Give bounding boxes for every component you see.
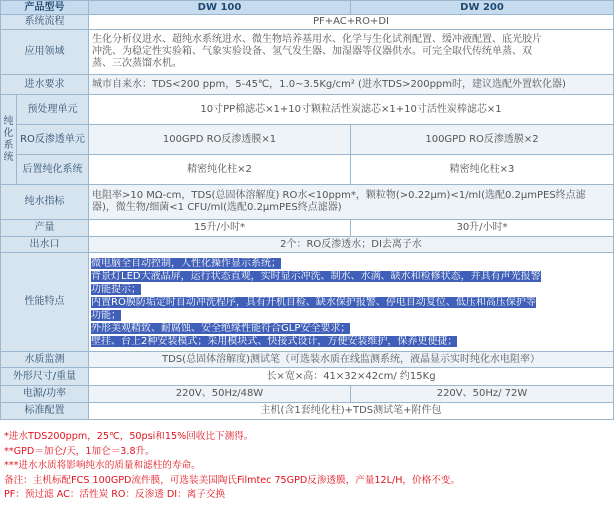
feed-value: 城市自来水：TDS<200 ppm，5-45℃，1.0~3.5Kg/cm² (进水TDS>200ppm时，建议选配外置软化器) — [89, 75, 614, 95]
purify-group-label — [1, 95, 17, 185]
monitor-label: 水质监测 — [1, 352, 89, 368]
power-dw100: 220V、50Hz/48W — [89, 386, 351, 403]
quality-line: 电阻率>10 MΩ-cm，TDS(总固体溶解度) RO水<10ppm*，颗粒物(>0.22μm)<1/ml(选配0.2μmPES终点滤 — [92, 190, 586, 201]
feature-line: 微电脑全自动控制，人性化操作显示系统； — [91, 257, 281, 269]
feature-line: 功能提示； — [91, 283, 141, 295]
output-dw100: 15升/小时* — [89, 220, 351, 237]
standard-value: 主机(含1套纯化柱)+TDS测试笔+附件包 — [89, 403, 614, 420]
post-dw100: 精密纯化柱×2 — [89, 155, 351, 185]
features-row — [1, 253, 614, 352]
monitor-value: TDS(总固体溶解度)测试笔（可选装水质在线监测系统，液晶显示实时纯化水电阻率） — [89, 352, 614, 368]
standard-label: 标准配置 — [1, 403, 89, 420]
application-line: 蒸、三次蒸馏水机。 — [92, 58, 182, 69]
output-row — [1, 220, 614, 237]
footnote: *进水TDS200ppm，25℃，50psi和15%回收比下测得。 — [4, 431, 254, 442]
footnote: 备注：主机标配FCS 100GPD流件膜，可选装美国陶氏Filmtec 75GPD反渗透膜，产量12L/H，价格不变。 — [4, 474, 460, 486]
process-label: 系统流程 — [1, 15, 89, 30]
feed-label: 进水要求 — [1, 75, 89, 95]
size-label: 外形尺寸/重量 — [1, 368, 89, 386]
process-row — [1, 15, 614, 30]
quality-label: 纯水指标 — [1, 185, 89, 220]
feature-line: 外形美观精致、耐腐蚀、安全绝缘性能符合GLP安全要求； — [91, 322, 351, 334]
power-label: 电源/功率 — [1, 386, 89, 403]
outlet-value: 2个：RO反渗透水；DI去离子水 — [89, 237, 614, 253]
outlet-row — [1, 237, 614, 253]
size-value: 长×宽×高：41×32×42cm/ 约15Kg — [89, 368, 614, 386]
outlet-label: 出水口 — [1, 237, 89, 253]
quality-row — [1, 185, 614, 220]
footnotes — [4, 430, 612, 503]
feature-line: 壁挂、台上2种安装模式；采用模块式、快接式设计，方便安装维护，保养更便捷； — [91, 335, 458, 347]
application-value — [89, 30, 614, 75]
model-dw200: DW 200 — [351, 1, 614, 15]
purify-group-text: 纯化系统 — [3, 115, 14, 163]
output-dw200: 30升/小时* — [351, 220, 614, 237]
post-dw200: 精密纯化柱×3 — [351, 155, 614, 185]
application-label: 应用领域 — [1, 30, 89, 75]
features-label: 性能特点 — [1, 253, 89, 352]
ro-dw100: 100GPD RO反渗透膜×1 — [89, 125, 351, 155]
model-dw100: DW 100 — [89, 1, 351, 15]
feature-line: 背景灯LED大液晶屏，运行状态直观，实时显示冲洗、制水、水满、缺水和检修状态，并具有声光报警 — [91, 270, 541, 282]
pretreat-value: 10寸PP棉滤芯×1+10寸颗粒活性炭滤芯×1+10寸活性炭棒滤芯×1 — [89, 95, 614, 125]
ro-label: RO反渗透单元 — [17, 125, 89, 155]
post-label: 后置纯化系统 — [17, 155, 89, 185]
feature-line: 内置RO膜防垢定时自动冲洗程序，具有开机自检、缺水保护报警、停电自动复位、低压和高压保护等 — [91, 296, 536, 308]
footnote: ***进水水质将影响纯水的质量和滤柱的寿命。 — [4, 460, 201, 472]
power-dw200: 220V、50Hz/ 72W — [351, 386, 614, 403]
power-row — [1, 386, 614, 403]
feature-line: 功能； — [91, 309, 121, 321]
standard-row — [1, 403, 614, 420]
quality-value — [89, 185, 614, 220]
header-row — [1, 1, 614, 15]
output-label: 产量 — [1, 220, 89, 237]
ro-dw200: 100GPD RO反渗透膜×2 — [351, 125, 614, 155]
features-value — [89, 253, 614, 352]
pretreat-label: 预处理单元 — [17, 95, 89, 125]
application-line: 生化分析仪进水、超纯水系统进水、微生物培养基用水、化学与生化试剂配置、缓冲液配置、底光胶片 — [92, 34, 542, 45]
monitor-row — [1, 352, 614, 368]
application-row — [1, 30, 614, 75]
model-label: 产品型号 — [1, 1, 89, 15]
post-row — [1, 155, 614, 185]
quality-line: 器)，微生物/细菌<1 CFU/ml(选配0.2μmPES终点滤器) — [92, 202, 342, 213]
process-value: PF+AC+RO+DI — [89, 15, 614, 30]
ro-row — [1, 125, 614, 155]
application-line: 冲洗、为稳定性实验箱、气象实验设备、氢气发生器、加湿器等仪器供水。可完全取代传统单蒸、双 — [92, 46, 532, 57]
pretreat-row — [1, 95, 614, 125]
feed-row — [1, 75, 614, 95]
size-row — [1, 368, 614, 386]
footnote: PF：预过滤 AC：活性炭 RO：反渗透 DI：离子交换 — [4, 489, 226, 501]
footnote: **GPD＝加仑/天，1加仑＝3.8升。 — [4, 445, 155, 457]
